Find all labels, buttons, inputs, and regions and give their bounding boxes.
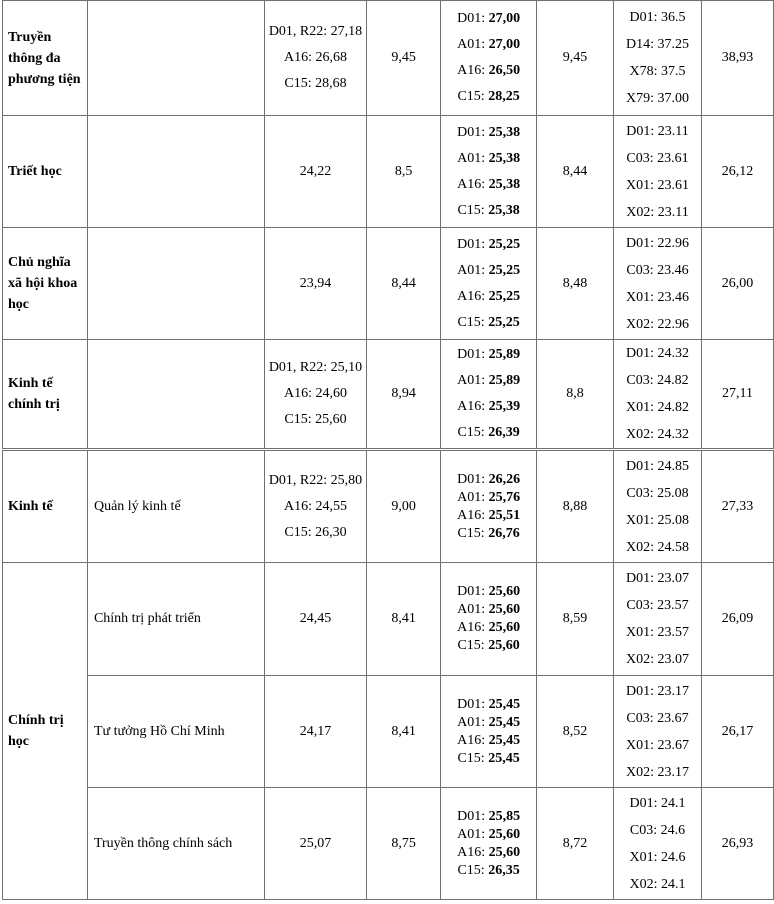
- program-name: Quản lý kinh tế: [87, 450, 264, 563]
- score-2024-cell: [614, 676, 702, 788]
- major-name: Chính trị học: [3, 563, 88, 900]
- score-value: 26,00: [701, 228, 773, 340]
- table-row: [3, 228, 774, 340]
- program-name: Tư tưởng Hồ Chí Minh: [87, 676, 264, 788]
- score-value: 9,45: [367, 1, 441, 116]
- score-line: D01: 25,25: [457, 236, 521, 252]
- score-line: A01: 27,00: [457, 37, 521, 52]
- score-line: A16: 25,39: [457, 399, 521, 414]
- score-line: C03: 23.46: [626, 262, 689, 278]
- score-line: A01: 25,60: [457, 602, 521, 617]
- score-value: 8,72: [537, 788, 614, 900]
- score-line: C15: 25,38: [457, 202, 520, 218]
- score-value: 8,75: [367, 788, 441, 900]
- score-line: D01: 25,60: [457, 584, 521, 599]
- score-line: X79: 37.00: [626, 91, 689, 106]
- score-2024-cell: [614, 116, 702, 228]
- score-line: A16: 25,51: [457, 507, 521, 523]
- score-value: 8,48: [537, 228, 614, 340]
- program-name: [87, 340, 264, 450]
- table-row: [3, 788, 774, 900]
- score-value: 8,59: [537, 563, 614, 676]
- score-line: C15: 28,25: [457, 89, 520, 104]
- score-line: A16: 24,55: [283, 498, 347, 514]
- major-name: Chủ nghĩa xã hội khoa học: [3, 228, 88, 340]
- score-line: 23,94: [299, 275, 332, 291]
- major-name: Kinh tế chính trị: [3, 340, 88, 450]
- score-line: A16: 26,50: [457, 63, 521, 78]
- score-line: A01: 25,45: [457, 714, 521, 730]
- program-name: Chính trị phát triển: [87, 563, 264, 676]
- score-line: C03: 24.82: [626, 373, 689, 388]
- score-2022-cell: [264, 450, 366, 563]
- score-line: A01: 25,76: [457, 489, 521, 505]
- score-line: D01: 27,00: [457, 11, 521, 26]
- score-line: X02: 23.07: [626, 652, 689, 667]
- score-line: D01, R22: 25,10: [268, 360, 363, 375]
- score-line: X01: 23.61: [626, 177, 689, 193]
- score-line: A16: 25,60: [457, 844, 521, 860]
- score-line: X01: 24.6: [629, 849, 686, 865]
- score-line: A16: 25,45: [457, 732, 521, 748]
- score-line: D01: 24.32: [626, 346, 689, 361]
- score-line: C03: 23.57: [626, 598, 689, 613]
- score-line: A01: 25,89: [457, 373, 521, 388]
- score-value: 8,88: [537, 450, 614, 563]
- score-value: 26,17: [701, 676, 773, 788]
- score-line: C15: 26,39: [457, 425, 520, 440]
- score-line: C15: 26,30: [284, 524, 347, 540]
- major-name: Truyền thông đa phương tiện: [3, 1, 88, 116]
- score-value: 8,41: [367, 563, 441, 676]
- score-2022-cell: [264, 340, 366, 450]
- score-2023-cell: [441, 563, 537, 676]
- score-line: X02: 24.1: [629, 876, 686, 892]
- score-line: A16: 24,60: [283, 386, 347, 401]
- score-line: A16: 25,38: [457, 176, 521, 192]
- score-value: 8,44: [537, 116, 614, 228]
- score-line: D01: 26,26: [457, 471, 521, 487]
- score-line: X01: 23.67: [626, 737, 689, 753]
- score-line: C15: 28,68: [284, 76, 347, 91]
- score-line: C03: 24.6: [629, 822, 686, 838]
- score-line: 24,22: [299, 163, 332, 179]
- score-line: C15: 25,25: [457, 314, 520, 330]
- score-line: D01, R22: 27,18: [268, 24, 363, 39]
- table-row: [3, 1, 774, 116]
- score-line: D01, R22: 25,80: [268, 472, 363, 488]
- table-row: [3, 116, 774, 228]
- score-line: C03: 25.08: [626, 485, 689, 501]
- score-2023-cell: [441, 116, 537, 228]
- score-line: D01: 24.85: [626, 458, 689, 474]
- score-line: D01: 23.11: [626, 123, 689, 139]
- score-line: C15: 26,35: [457, 862, 520, 878]
- score-value: 9,45: [537, 1, 614, 116]
- table-row: [3, 450, 774, 563]
- score-value: 26,93: [701, 788, 773, 900]
- score-line: X02: 23.17: [626, 764, 689, 780]
- table-row: [3, 563, 774, 676]
- score-line: C15: 25,45: [457, 750, 520, 766]
- program-name: [87, 116, 264, 228]
- score-line: A16: 26,68: [283, 50, 347, 65]
- score-value: 38,93: [701, 1, 773, 116]
- score-2024-cell: [614, 450, 702, 563]
- score-line: A01: 25,60: [457, 826, 521, 842]
- score-2024-cell: [614, 1, 702, 116]
- score-2024-cell: [614, 228, 702, 340]
- score-line: D01: 25,89: [457, 347, 521, 362]
- program-name: Truyền thông chính sách: [87, 788, 264, 900]
- score-value: 27,11: [701, 340, 773, 450]
- score-line: D01: 23.07: [626, 571, 689, 586]
- score-2024-cell: [614, 563, 702, 676]
- score-line: X02: 24.32: [626, 427, 689, 442]
- score-line: D01: 36.5: [629, 10, 686, 25]
- program-name: [87, 1, 264, 116]
- score-line: D14: 37.25: [626, 37, 689, 52]
- score-value: 8,8: [537, 340, 614, 450]
- score-line: C15: 25,60: [284, 412, 347, 427]
- score-value: 27,33: [701, 450, 773, 563]
- score-2024-cell: [614, 340, 702, 450]
- program-name: [87, 228, 264, 340]
- table-row: [3, 340, 774, 450]
- score-line: C15: 26,76: [457, 525, 520, 541]
- score-line: C03: 23.61: [626, 150, 689, 166]
- score-line: A01: 25,38: [457, 150, 521, 166]
- score-2023-cell: [441, 340, 537, 450]
- score-line: C03: 23.67: [626, 710, 689, 726]
- score-2022-cell: [264, 116, 366, 228]
- score-value: 8,41: [367, 676, 441, 788]
- score-2023-cell: [441, 450, 537, 563]
- score-line: X01: 23.46: [626, 289, 689, 305]
- score-line: C15: 25,60: [457, 638, 520, 653]
- major-name: Triết học: [3, 116, 88, 228]
- score-value: 26,09: [701, 563, 773, 676]
- score-value: 8,44: [367, 228, 441, 340]
- score-line: X01: 24.82: [626, 400, 689, 415]
- score-2022-cell: 24,45: [264, 563, 366, 676]
- table-row: [3, 676, 774, 788]
- score-line: D01: 23.17: [626, 683, 689, 699]
- score-line: X02: 23.11: [626, 204, 689, 220]
- score-value: 8,94: [367, 340, 441, 450]
- score-value: 8,5: [367, 116, 441, 228]
- score-2022-cell: [264, 228, 366, 340]
- score-line: X78: 37.5: [629, 64, 686, 79]
- score-line: D01: 25,45: [457, 696, 521, 712]
- score-2022-cell: 24,17: [264, 676, 366, 788]
- score-value: 9,00: [367, 450, 441, 563]
- admission-scores-table: [2, 0, 774, 900]
- score-line: A01: 25,25: [457, 262, 521, 278]
- score-line: D01: 22.96: [626, 235, 689, 251]
- score-2022-cell: 25,07: [264, 788, 366, 900]
- score-line: D01: 25,38: [457, 124, 521, 140]
- score-2023-cell: [441, 1, 537, 116]
- score-line: X02: 24.58: [626, 539, 689, 555]
- score-2023-cell: [441, 676, 537, 788]
- score-line: X01: 25.08: [626, 512, 689, 528]
- score-line: X02: 22.96: [626, 316, 689, 332]
- score-value: 8,52: [537, 676, 614, 788]
- score-line: A16: 25,25: [457, 288, 521, 304]
- score-line: D01: 24.1: [629, 795, 686, 811]
- score-line: X01: 23.57: [626, 625, 689, 640]
- score-2023-cell: [441, 788, 537, 900]
- score-line: D01: 25,85: [457, 808, 521, 824]
- score-2024-cell: [614, 788, 702, 900]
- score-value: 26,12: [701, 116, 773, 228]
- score-line: A16: 25,60: [457, 620, 521, 635]
- major-name: Kinh tế: [3, 450, 88, 563]
- score-2022-cell: [264, 1, 366, 116]
- score-2023-cell: [441, 228, 537, 340]
